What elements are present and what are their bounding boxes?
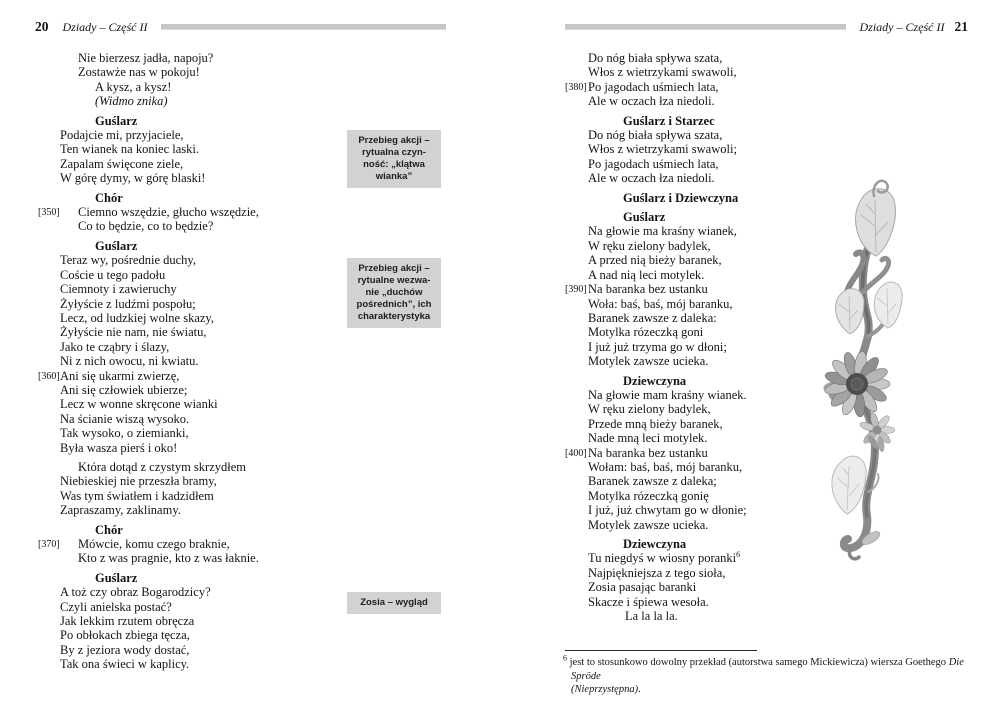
verse-line: A toż czy obraz Bogarodzicy? — [60, 585, 211, 600]
verse-line: Czyli anielska postać? — [60, 599, 172, 614]
verse-number: [370] — [38, 539, 60, 550]
speaker-block — [35, 114, 345, 128]
verse-line: Tak ona świeci w kaplicy. — [60, 657, 190, 672]
stanza — [35, 537, 345, 566]
verse-line: Skacze i śpiewa wesoła. — [588, 594, 709, 609]
footnote-segment: jest to stosunkowo dowolny przekład (autorstwa samego Mickiewicza) wiersza Goethego — [567, 657, 949, 668]
verse-line: Na ścianie wiszą wysoko. — [60, 411, 190, 426]
speaker-name: Guślarz i Starzec — [623, 113, 715, 128]
verse-line: [390] Na baranka bez ustanku — [565, 282, 708, 297]
stanza — [35, 253, 345, 455]
stanza — [35, 51, 345, 109]
margin-note-line: nie „duchów — [365, 287, 423, 298]
speaker-block — [540, 210, 825, 224]
page-number-left: 20 — [35, 19, 49, 34]
verse-line: [400] Na baranka bez ustanku — [565, 445, 708, 460]
margin-note — [347, 258, 441, 328]
verse-line: Baranek zawsze z daleka: — [588, 310, 717, 325]
margin-note-line: Przebieg akcji – — [358, 263, 430, 274]
speaker-block — [540, 537, 825, 551]
speaker-name: Dziewczyna — [623, 537, 687, 551]
verse-line: Włos z wietrzykami swawoli, — [588, 65, 737, 80]
verse-line: Podajcie mi, przyjaciele, — [60, 128, 184, 143]
verse-line: Ciemnoty i zawieruchy — [60, 282, 177, 297]
verse-line: W ręku zielony badylek, — [588, 238, 711, 253]
right-page-poem — [540, 51, 825, 623]
margin-note — [347, 592, 441, 614]
verse-line: La la la la. — [625, 609, 678, 624]
verse-line: Na głowie ma kraśny wianek, — [588, 224, 737, 239]
speaker-name: Dziewczyna — [623, 373, 687, 388]
verse-line: Co to będzie, co to będzie? — [78, 219, 214, 234]
speaker-name: Guślarz — [95, 570, 138, 585]
verse-line: [370] Mówcie, komu czego braknie, — [38, 537, 230, 551]
verse-line: Ten wianek na koniec laski. — [60, 142, 200, 157]
verse-line: Ale w oczach łza niedoli. — [588, 94, 715, 109]
verse-line: Motylka rózeczką gonię — [588, 488, 709, 503]
verse-line: Przede mną bieży baranek, — [588, 416, 723, 431]
footnote-segment: Die Spröde — [571, 657, 964, 682]
verse-line: Coście u tego padołu — [60, 267, 166, 282]
verse-line: Do nóg biała spływa szata, — [588, 51, 723, 65]
verse-line: [360] Ani się ukarmi zwierzę, — [38, 368, 180, 383]
footnote-text — [563, 653, 991, 697]
verse-line: Lecz w wonne skręcone wianki — [60, 397, 218, 412]
verse-line: Motylek zawsze ucieka. — [588, 354, 709, 369]
footnote-marker: 6 — [736, 550, 741, 560]
verse-line: Was tym światłem i kadzidłem — [60, 488, 214, 503]
verse-line: Była wasza pierś i oko! — [60, 440, 178, 455]
verse-line: Motylek zawsze ucieka. — [588, 517, 709, 532]
floral-vine-ornament — [816, 96, 910, 566]
footnote-rule — [565, 650, 757, 651]
speaker-block — [35, 571, 345, 585]
speaker-name: Guślarz — [95, 113, 138, 128]
margin-note-line: charakterystyka — [357, 311, 431, 322]
stanza — [540, 224, 825, 368]
verse-line: Żyłyście z ludźmi pospołu; — [60, 296, 196, 311]
verse-line: Włos z wietrzykami swawoli; — [588, 142, 737, 157]
verse-line: Zapraszamy, zaklinamy. — [60, 503, 181, 518]
stanza — [35, 460, 345, 518]
verse-line: Jako te cząbry i ślazy, — [60, 339, 170, 354]
verse-line: Nie bierzesz jadła, napoju? — [78, 51, 214, 65]
verse-line: By z jeziora wody dostać, — [60, 642, 190, 657]
verse-number: [390] — [565, 284, 587, 296]
speaker-block — [540, 191, 825, 205]
verse-line: [380] Po jagodach uśmiech lata, — [565, 79, 719, 94]
verse-line: Zosia pasając baranki — [588, 580, 697, 595]
speaker-block — [35, 191, 345, 205]
verse-line: Najpiękniejsza z tego sioła, — [588, 565, 726, 580]
verse-line: Zapalam święcone ziele, — [60, 156, 184, 171]
verse-line: Baranek zawsze z daleka; — [588, 474, 717, 489]
verse-line: Nade mną leci motylek. — [588, 431, 708, 446]
page-number-right: 21 — [954, 19, 968, 34]
margin-note-line: wianka” — [375, 171, 413, 182]
verse-line: W ręku zielony badylek, — [588, 402, 711, 417]
verse-line: Ni z nich owocu, ni kwiatu. — [60, 354, 199, 369]
verse-line: Po obłokach zbiega tęcza, — [60, 628, 190, 643]
verse-line: A przed nią bieży baranek, — [588, 253, 722, 268]
speaker-name: Guślarz i Dziewczyna — [623, 190, 739, 205]
verse-line: Wołam: baś, baś, mój baranku, — [588, 459, 743, 474]
verse-line: Zostawże nas w pokoju! — [78, 65, 200, 80]
verse-line: Teraz wy, pośrednie duchy, — [60, 253, 196, 268]
margin-note-line: Przebieg akcji – — [358, 135, 430, 146]
stanza — [35, 128, 345, 186]
verse-line: [350] Ciemno wszędzie, głucho wszędzie, — [38, 205, 259, 220]
header-rule-right — [565, 24, 846, 30]
margin-note-line: Zosia – wygląd — [360, 597, 428, 608]
footnote-segment: . — [638, 684, 641, 695]
verse-line: A kysz, a kysz! — [95, 79, 172, 94]
verse-line: A nad nią leci motylek. — [588, 267, 705, 282]
verse-line: Na głowie mam kraśny wianek. — [588, 387, 747, 402]
footnote-segment: (Nieprzystępna) — [571, 684, 639, 695]
running-title-right: Dziady – Część II — [859, 19, 945, 34]
verse-line: Ani się człowiek ubierze; — [60, 382, 188, 397]
verse-line: Jak lekkim rzutem obręcza — [60, 614, 195, 629]
margin-note-line: rytualne wezwa- — [357, 275, 431, 286]
verse-line: Do nóg biała spływa szata, — [588, 128, 723, 143]
speaker-block — [35, 239, 345, 253]
stanza — [540, 128, 825, 186]
stanza — [35, 585, 345, 671]
margin-note-line: ność: „klątwa — [363, 159, 425, 170]
verse-line: Kto z was pragnie, kto z was łaknie. — [78, 551, 259, 566]
verse-number: [380] — [565, 81, 587, 93]
speaker-block — [540, 114, 825, 128]
left-page-poem — [35, 51, 345, 672]
verse-number: [350] — [38, 207, 60, 219]
speaker-block — [540, 374, 825, 388]
stanza — [540, 388, 825, 532]
verse-line: Tu niegdyś w wiosny poranki$^6$ — [588, 550, 741, 566]
verse-line: W górę dymy, w górę blaski! — [60, 171, 206, 186]
footnote-segment: 6 — [563, 653, 567, 663]
verse-line: Motylka rózeczką goni — [588, 325, 704, 340]
verse-line: Ale w oczach łza niedoli. — [588, 171, 715, 186]
verse-number: [360] — [38, 370, 60, 382]
speaker-name: Guślarz — [623, 210, 666, 225]
verse-line: Po jagodach uśmiech lata, — [588, 156, 719, 171]
verse-line: Woła: baś, baś, mój baranku, — [588, 296, 733, 311]
stanza — [540, 551, 825, 623]
verse-line: Tak wysoko, o ziemianki, — [60, 426, 189, 441]
stanza — [35, 205, 345, 234]
running-title-left: Dziady – Część II — [62, 19, 148, 34]
speaker-block — [35, 523, 345, 537]
verse-line: I już już trzyma go w dłoni; — [588, 339, 727, 354]
speaker-name: Chór — [95, 522, 123, 537]
speaker-name: Chór — [95, 190, 123, 205]
margin-note-line: pośrednich”, ich — [356, 299, 432, 310]
stanza — [540, 51, 825, 109]
verse-line: Żyłyście nie nam, nie światu, — [60, 325, 207, 340]
speaker-name: Guślarz — [95, 238, 138, 253]
verse-line: Lecz, od ludzkiej wolne skazy, — [60, 310, 214, 325]
margin-note — [347, 130, 441, 188]
left-page-header — [35, 19, 446, 35]
margin-note-line: rytualna czyn- — [362, 147, 426, 158]
verse-number: [400] — [565, 447, 587, 459]
verse-line: I już, już chwytam go w dłonie; — [588, 503, 747, 518]
verse-line: Która dotąd z czystym skrzydłem — [78, 459, 247, 474]
right-page-header — [565, 19, 968, 35]
verse-line: (Widmo znika) — [95, 94, 168, 109]
verse-line: Niebieskiej nie przeszła bramy, — [60, 474, 217, 489]
header-rule-left — [161, 24, 446, 30]
